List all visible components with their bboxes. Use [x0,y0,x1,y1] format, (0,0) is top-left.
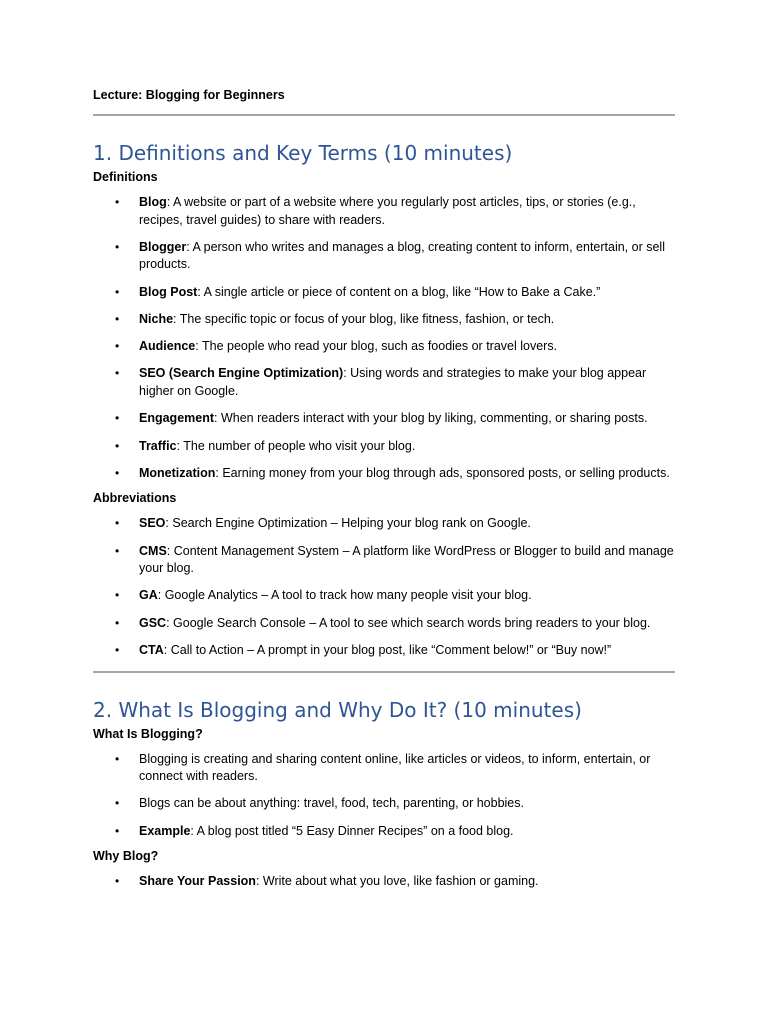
list-item [93,751,675,786]
divider [93,671,675,673]
abbreviation-term: GSC [139,615,167,630]
abbreviation-term: SEO [139,516,166,531]
list-item [93,873,675,891]
what-is-blogging-subheading: What Is Blogging? [93,726,203,741]
list-item [93,795,675,813]
definition-text: : The people who read your blog, such as foodies or travel lovers. [195,339,558,354]
bullet-icon: • [115,874,120,889]
bullet-icon: • [115,751,120,766]
definition-text: : The number of people who visit your blog. [176,438,416,453]
abbreviation-term: CMS [139,543,167,558]
definition-term: Traffic [139,438,177,453]
abbreviation-term: GA [139,588,158,603]
bullet-icon: • [115,823,120,838]
what-is-blogging-list [93,751,675,841]
abbreviation-item [93,615,675,633]
bullet-icon: • [115,366,120,381]
item-text: : A blog post titled “5 Easy Dinner Recipes” on a food blog. [190,823,514,838]
definition-text: : A website or part of a website where you regularly post articles, tips, or stories (e.g., recipes, travel guides) to share with readers. [139,195,636,227]
abbreviations-list [93,515,675,659]
definition-text: : When readers interact with your blog by liking, commenting, or sharing posts. [214,411,648,426]
bullet-icon: • [115,643,120,658]
definition-term: Blog [139,195,167,209]
section-2-heading: 2. What Is Blogging and Why Do It? (10 minutes) [93,697,582,722]
definition-term: Niche [139,311,174,326]
bullet-icon: • [115,438,120,453]
bullet-icon: • [115,339,120,354]
definition-term: Blogger [139,239,187,254]
definition-item [93,410,675,428]
abbreviation-text: : Call to Action – A prompt in your blog post, like “Comment below!” or “Buy now!” [163,643,612,658]
list-item [93,823,675,841]
definition-item [93,338,675,356]
bullet-icon: • [115,543,120,558]
abbreviation-text: : Search Engine Optimization – Helping your blog rank on Google. [165,516,531,531]
definition-text: : Using words and strategies to make your blog appear higher on Google. [139,366,647,398]
why-blog-subheading: Why Blog? [93,849,159,864]
definition-text: : The specific topic or focus of your blog, like fitness, fashion, or tech. [173,311,555,326]
bullet-icon: • [115,588,120,603]
definitions-subheading: Definitions [93,170,158,184]
definition-item [93,365,675,400]
abbreviation-text: : Google Analytics – A tool to track how many people visit your blog. [157,588,532,603]
item-text: Blogs can be about anything: travel, food, tech, parenting, or hobbies. [139,796,524,811]
item-text: Blogging is creating and sharing content online, like articles or videos, to inform, entertain, or connect with readers. [139,751,651,784]
abbreviation-text: : Content Management System – A platform like WordPress or Blogger to build and manage your blog. [139,543,674,576]
bullet-icon: • [115,615,120,630]
definition-term: Audience [139,339,196,354]
item-text: : Write about what you love, like fashion or gaming. [255,874,539,889]
abbreviations-subheading: Abbreviations [93,491,177,506]
definition-term: SEO (Search Engine Optimization) [139,366,344,381]
definition-term: Monetization [139,465,216,480]
item-term: Share Your Passion [139,874,256,889]
divider [93,114,675,116]
abbreviation-item [93,587,675,605]
item-term: Example [139,823,191,838]
definition-item [93,194,675,229]
definition-item [93,438,675,456]
definition-item [93,465,675,483]
bullet-icon: • [115,195,120,209]
bullet-icon: • [115,516,120,531]
abbreviation-term: CTA [139,643,164,658]
definition-item [93,311,675,329]
bullet-icon: • [115,311,120,326]
abbreviation-text: : Google Search Console – A tool to see which search words bring readers to your blog. [166,615,651,630]
bullet-icon: • [115,411,120,426]
abbreviation-item [93,543,675,578]
definition-text: : A single article or piece of content on a blog, like “How to Bake a Cake.” [197,284,601,299]
document-title: Lecture: Blogging for Beginners [93,88,285,102]
definitions-list [93,194,675,482]
section-1-heading: 1. Definitions and Key Terms (10 minutes) [93,141,513,165]
bullet-icon: • [115,239,120,254]
document-body [93,87,675,891]
bullet-icon: • [115,284,120,299]
why-blog-list [93,873,675,891]
definition-text: : A person who writes and manages a blog, creating content to inform, entertain, or sell products. [139,239,665,272]
bullet-icon: • [115,796,120,811]
definition-term: Engagement [139,411,215,426]
definition-item [93,239,675,274]
definition-item [93,284,675,302]
definition-text: : Earning money from your blog through ads, sponsored posts, or selling products. [215,465,670,480]
definition-term: Blog Post [139,284,198,299]
bullet-icon: • [115,465,120,480]
abbreviation-item [93,642,675,660]
abbreviation-item [93,515,675,533]
